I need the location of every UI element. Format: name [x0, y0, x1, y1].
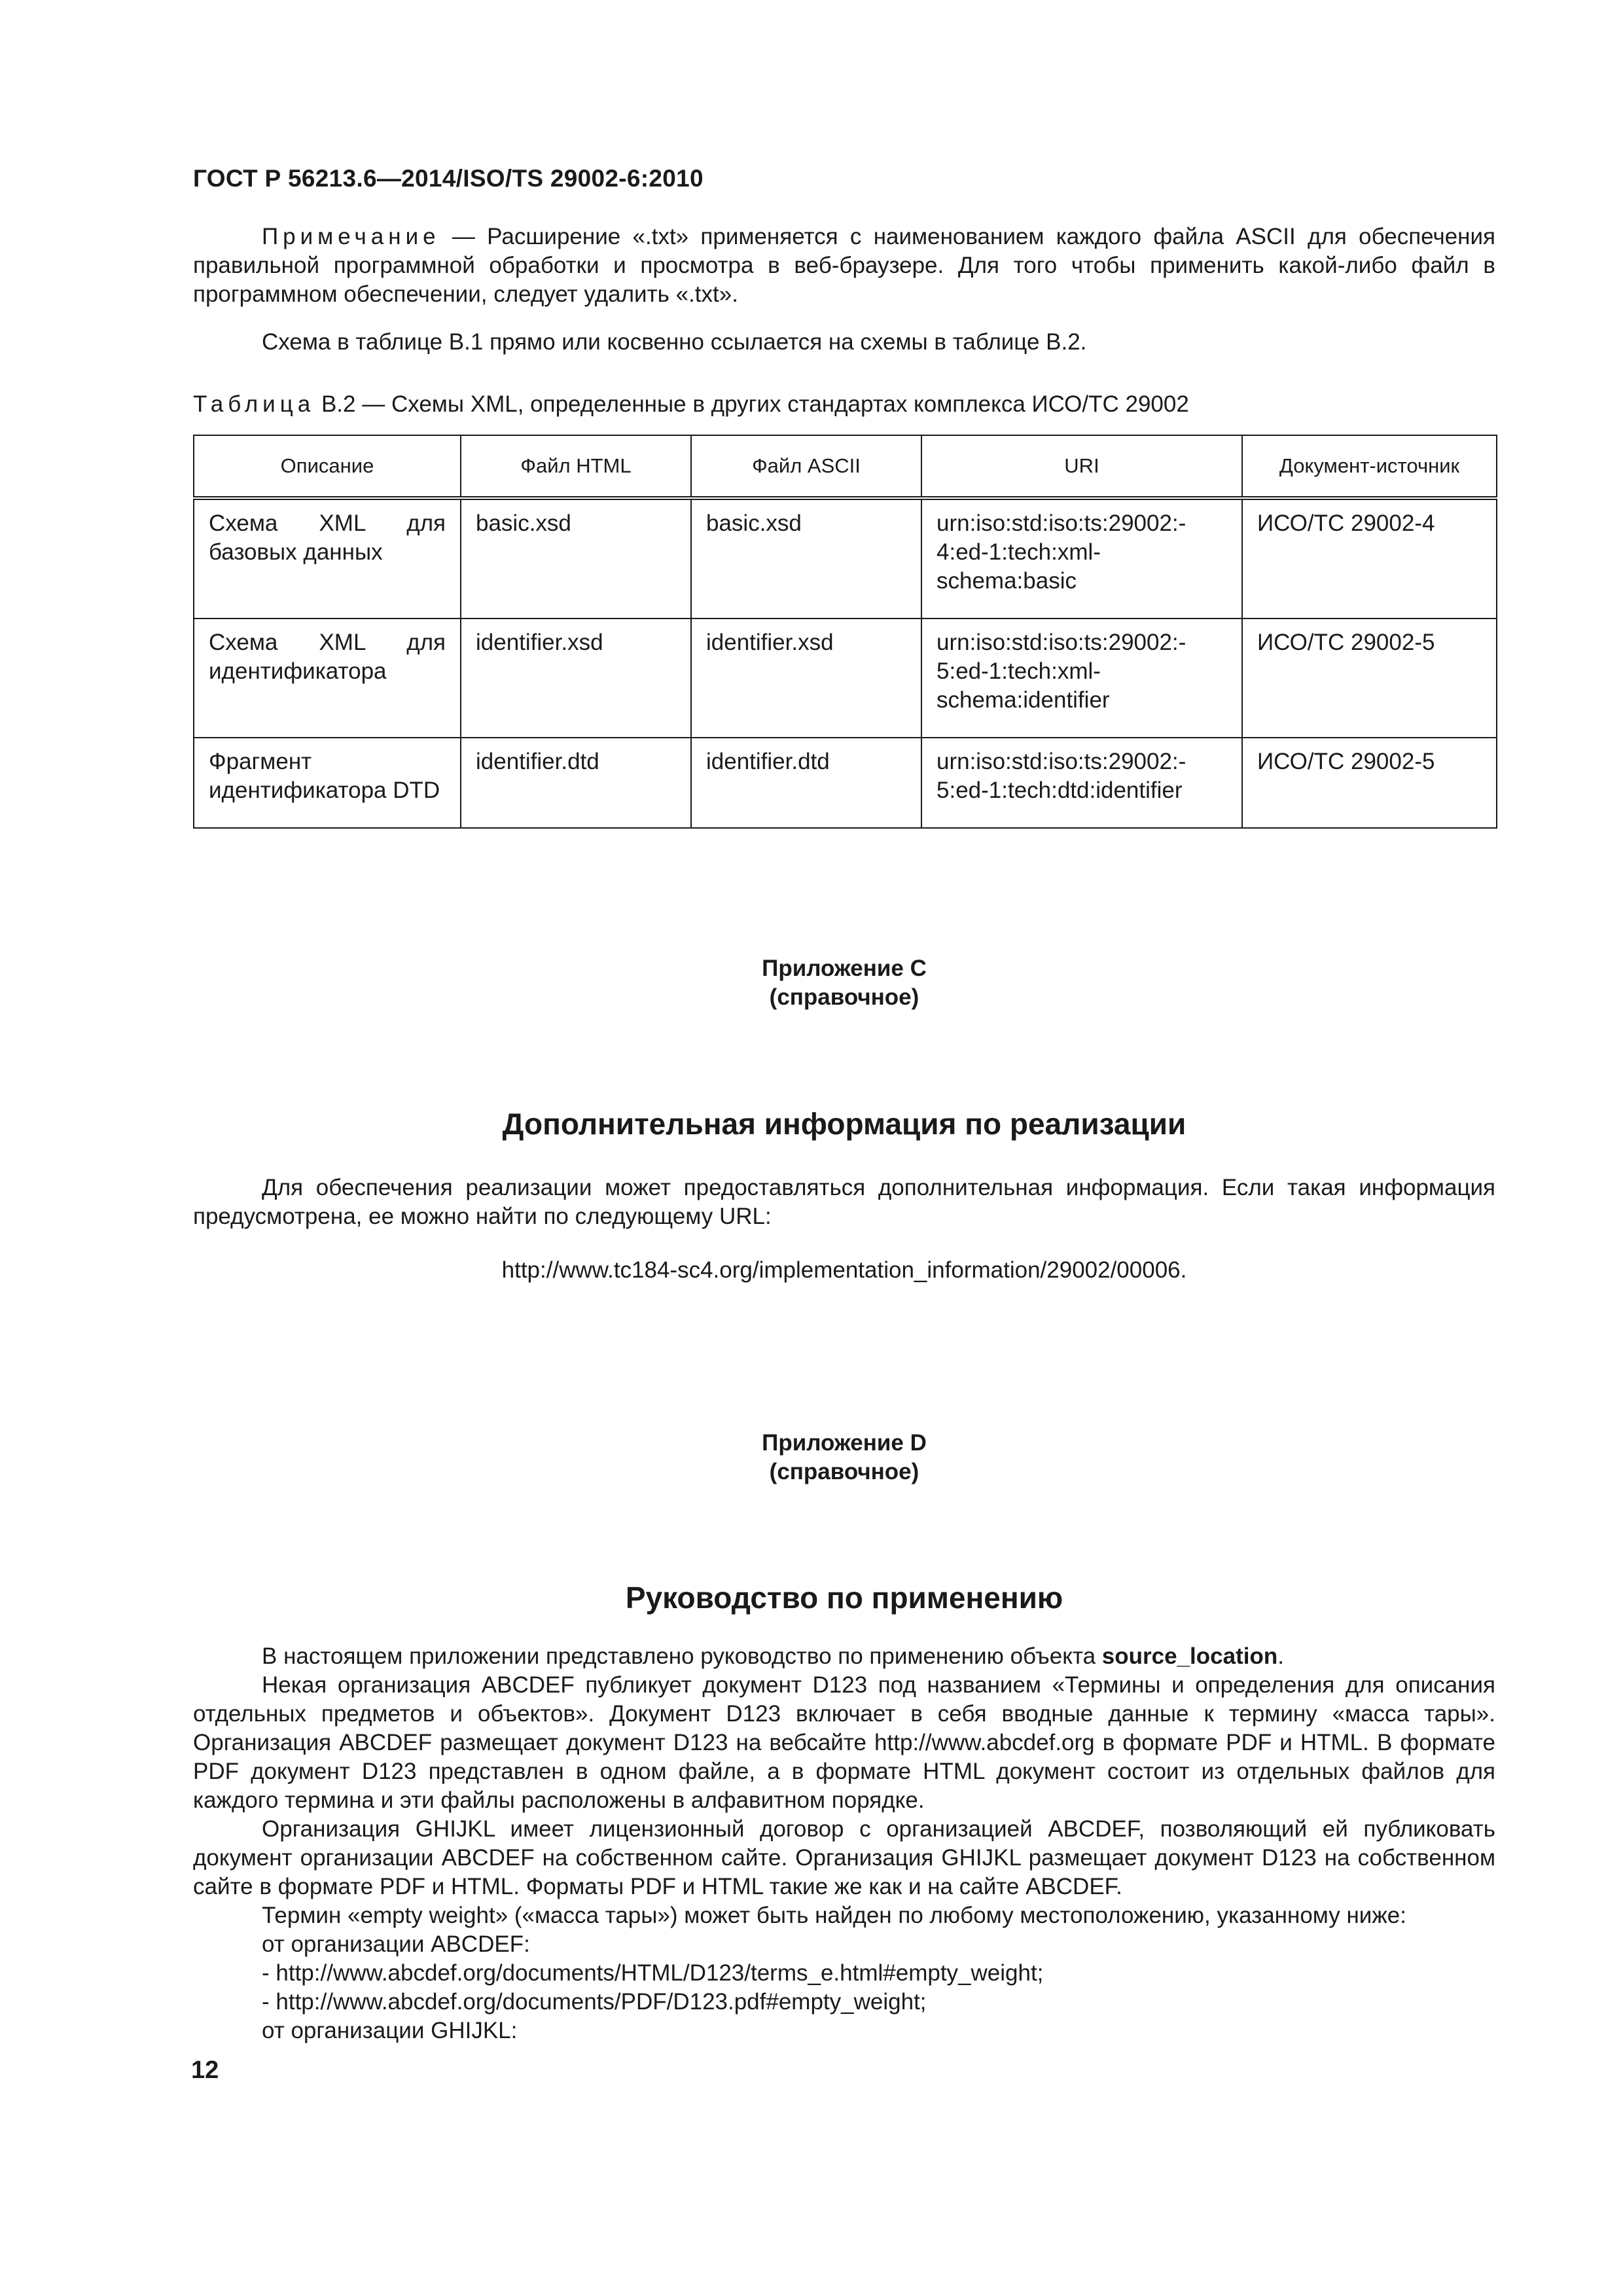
table-row: [194, 619, 1497, 738]
implementation-info-url: http://www.tc184-sc4.org/implementation_information/29002/00006.: [501, 1257, 1187, 1283]
table-caption-label: Таблица: [193, 391, 315, 417]
cell-ascii-file: identifier.xsd: [691, 619, 921, 738]
uri-line: urn:iso:std:iso:ts:29002:-: [936, 511, 1186, 536]
table-row: [194, 738, 1497, 828]
column-header-ascii-file: Файл ASCII: [691, 435, 921, 498]
uri-line: schema:basic: [936, 568, 1077, 594]
appendix-d-paragraph-2: Некая организация ABCDEF публикует документ D123 под названием «Термины и определения для описания отдельных предметов и объектов». Документ D123 включает в себя вводные данные к термину «масса тары». Организация ABCDEF размещает документ D123 на вебсайте http://www.abcdef.org в формате PDF и HTML. В формате PDF документ D123 представлен в одном файле, а в формате HTML документ состоит из отдельных файлов для каждого термина и эти файлы расположены в алфавитном порядке.: [193, 1672, 1495, 1813]
uri-line: 4:ed-1:tech:xml-: [936, 539, 1101, 565]
uri-line: 5:ed-1:tech:dtd:identifier: [936, 778, 1183, 803]
column-header-html-file: Файл HTML: [461, 435, 691, 498]
appendix-d-paragraph-1: [193, 1642, 1495, 1671]
schemas-table: [193, 435, 1497, 829]
cell-uri: [921, 738, 1242, 828]
note-label: Примечание: [262, 224, 440, 249]
page-number: 12: [191, 2056, 219, 2084]
column-header-uri: URI: [921, 435, 1242, 498]
cell-html-file: identifier.xsd: [461, 619, 691, 738]
uri-line: 5:ed-1:tech:xml-: [936, 658, 1101, 684]
column-header-source-document: Документ-источник: [1242, 435, 1497, 498]
source-location-term: source_location: [1101, 1643, 1278, 1669]
appendix-d-body: [193, 1642, 1495, 2045]
cell-description: Схема XML для идентификатора: [194, 619, 461, 738]
cell-html-file: basic.xsd: [461, 498, 691, 619]
paragraph-1-text: В настоящем приложении представлено руководство по применению объекта: [262, 1643, 1102, 1669]
appendix-d-paragraph-4: Термин «empty weight» («масса тары») может быть найден по любому местоположению, указанному ниже:: [262, 1903, 1406, 1928]
abcdef-html-link: - http://www.abcdef.org/documents/HTML/D123/terms_e.html#empty_weight;: [262, 1960, 1044, 1986]
appendix-d-paragraph-3: Организация GHIJKL имеет лицензионный договор с организацией ABCDEF, позволяющий ей публиковать документ организации ABCDEF на собственном сайте. Организация GHIJKL размещает документ D123 на собственном сайте в формате PDF и HTML. Форматы PDF и HTML такие же как и на сайте ABCDEF.: [193, 1816, 1495, 1899]
note-paragraph: [193, 223, 1495, 309]
table-caption: [193, 390, 1189, 419]
cell-description: Схема XML для базовых данных: [194, 498, 461, 619]
abcdef-pdf-link: - http://www.abcdef.org/documents/PDF/D123.pdf#empty_weight;: [262, 1989, 927, 2015]
appendix-c-label: Приложение С: [762, 956, 927, 981]
column-header-description: Описание: [194, 435, 461, 498]
appendix-d-label: Приложение D: [762, 1430, 927, 1456]
from-abcdef-label: от организации ABCDEF:: [262, 1931, 530, 1957]
appendix-d-title: Руководство по применению: [625, 1581, 1063, 1615]
uri-line: schema:identifier: [936, 687, 1110, 713]
table-header-row: [194, 435, 1497, 498]
cell-uri: [921, 498, 1242, 619]
appendix-d-type: (справочное): [769, 1459, 919, 1484]
cell-source-document: ИСО/ТС 29002-5: [1242, 619, 1497, 738]
cell-ascii-file: basic.xsd: [691, 498, 921, 619]
cell-html-file: identifier.dtd: [461, 738, 691, 828]
appendix-c-type: (справочное): [769, 984, 919, 1010]
cell-description: Фрагмент идентификатора DTD: [194, 738, 461, 828]
appendix-c-title: Дополнительная информация по реализации: [502, 1107, 1186, 1141]
table-caption-text: В.2 — Схемы XML, определенные в других стандартах комплекса ИСО/ТС 29002: [315, 391, 1189, 417]
schema-reference-paragraph: Схема в таблице В.1 прямо или косвенно ссылается на схемы в таблице В.2.: [262, 329, 1087, 355]
document-header: ГОСТ Р 56213.6—2014/ISO/TS 29002-6:2010: [193, 165, 704, 192]
appendix-c-paragraph: Для обеспечения реализации может предоставляться дополнительная информация. Если такая информация предусмотрена, ее можно найти по следующему URL:: [193, 1175, 1495, 1229]
cell-source-document: ИСО/ТС 29002-4: [1242, 498, 1497, 619]
paragraph-1-end: .: [1277, 1643, 1284, 1669]
table-row: [194, 498, 1497, 619]
cell-source-document: ИСО/ТС 29002-5: [1242, 738, 1497, 828]
from-ghijkl-label: от организации GHIJKL:: [262, 2018, 518, 2043]
cell-uri: [921, 619, 1242, 738]
note-text: — Расширение «.txt» применяется с наименованием каждого файла ASCII для обеспечения правильной программной обработки и просмотра в веб-браузере. Для того чтобы применить какой-либо файл в программном обеспечении, следует удалить «.txt».: [193, 224, 1495, 307]
uri-line: urn:iso:std:iso:ts:29002:-: [936, 630, 1186, 655]
uri-line: urn:iso:std:iso:ts:29002:-: [936, 749, 1186, 774]
cell-ascii-file: identifier.dtd: [691, 738, 921, 828]
